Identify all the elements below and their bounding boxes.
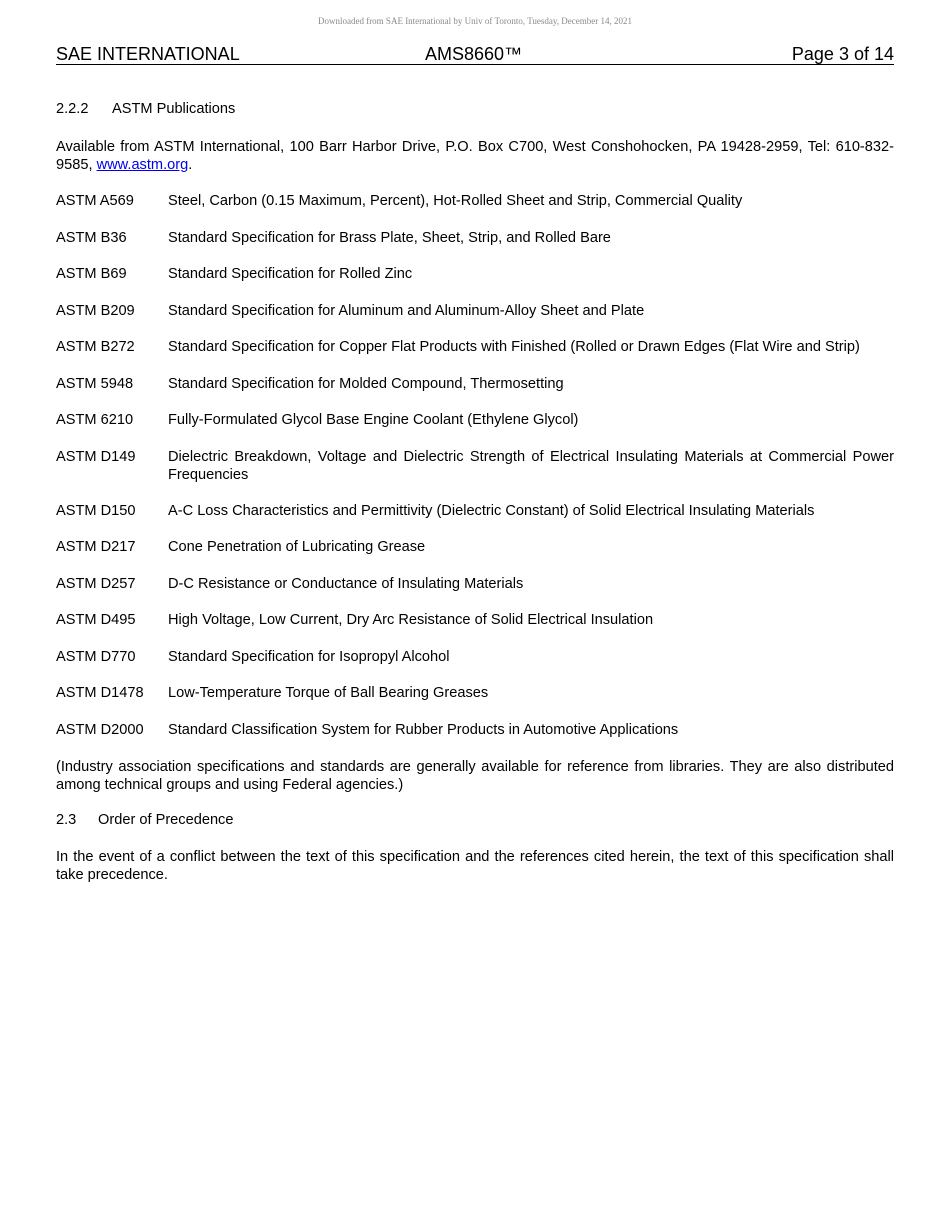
reference-code: ASTM D770 — [56, 649, 136, 665]
section-heading-2-3 — [56, 811, 233, 829]
industry-note: (Industry association specifications and standards are generally available for reference from libraries. They are also distributed among technical groups and using Federal agencies.) — [56, 759, 894, 793]
availability-text: Available from ASTM International, 100 Barr Harbor Drive, P.O. Box C700, West Conshohocken, PA 19428-2959, Tel: 610-832-9585, — [56, 139, 894, 173]
reference-code: ASTM D257 — [56, 576, 136, 592]
reference-code: ASTM B36 — [56, 230, 127, 246]
reference-code: ASTM 5948 — [56, 376, 134, 392]
download-watermark: Downloaded from SAE International by Univ of Toronto, Tuesday, December 14, 2021 — [317, 16, 633, 26]
reference-title: Steel, Carbon (0.15 Maximum, Percent), Hot-Rolled Sheet and Strip, Commercial Quality — [168, 193, 743, 209]
reference-title: Standard Specification for Isopropyl Alcohol — [168, 649, 450, 665]
reference-title: Standard Specification for Brass Plate, Sheet, Strip, and Rolled Bare — [168, 230, 611, 246]
reference-code: ASTM 6210 — [56, 412, 134, 428]
section-heading-2-2-2 — [56, 100, 235, 118]
reference-title: Fully-Formulated Glycol Base Engine Coolant (Ethylene Glycol) — [168, 412, 579, 428]
reference-title: High Voltage, Low Current, Dry Arc Resistance of Solid Electrical Insulation — [168, 612, 654, 628]
reference-title: Standard Specification for Aluminum and Aluminum-Alloy Sheet and Plate — [168, 303, 645, 319]
header-document-id: AMS8660™ — [425, 44, 523, 64]
precedence-paragraph: In the event of a conflict between the text of this specification and the references cited herein, the text of this specification shall take precedence. — [56, 849, 894, 883]
reference-code: ASTM D150 — [56, 503, 136, 519]
reference-code: ASTM D149 — [56, 449, 136, 465]
reference-title: Standard Specification for Rolled Zinc — [168, 266, 413, 282]
page-header — [56, 44, 894, 65]
reference-title: Standard Specification for Copper Flat Products with Finished (Rolled or Drawn Edges (Flat Wire and Strip) — [168, 339, 860, 355]
reference-code: ASTM D217 — [56, 539, 136, 555]
reference-code: ASTM D495 — [56, 612, 136, 628]
section-title: Order of Precedence — [98, 812, 234, 828]
section-title: ASTM Publications — [112, 101, 236, 117]
reference-title: Standard Specification for Molded Compound, Thermosetting — [168, 376, 564, 392]
header-organization: SAE INTERNATIONAL — [56, 44, 240, 64]
astm-website-link[interactable]: www.astm.org — [96, 157, 189, 173]
reference-title: D-C Resistance or Conductance of Insulating Materials — [168, 576, 524, 592]
reference-code: ASTM B209 — [56, 303, 135, 319]
section-number: 2.2.2 — [56, 101, 89, 117]
reference-title: A-C Loss Characteristics and Permittivity (Dielectric Constant) of Solid Electrical Insulating Materials — [168, 503, 815, 519]
section-number: 2.3 — [56, 812, 77, 828]
reference-code: ASTM D1478 — [56, 685, 144, 701]
reference-title: Dielectric Breakdown, Voltage and Dielectric Strength of Electrical Insulating Materials at Commercial Power Frequencies — [168, 449, 894, 483]
reference-code: ASTM B272 — [56, 339, 135, 355]
reference-code: ASTM D2000 — [56, 722, 144, 738]
availability-suffix: . — [188, 157, 193, 173]
reference-code: ASTM B69 — [56, 266, 127, 282]
reference-code: ASTM A569 — [56, 193, 134, 209]
reference-title: Cone Penetration of Lubricating Grease — [168, 539, 426, 555]
header-page-number: Page 3 of 14 — [791, 44, 894, 64]
reference-title: Standard Classification System for Rubber Products in Automotive Applications — [168, 722, 679, 738]
availability-paragraph — [56, 138, 894, 174]
reference-title: Low-Temperature Torque of Ball Bearing Greases — [168, 685, 489, 701]
